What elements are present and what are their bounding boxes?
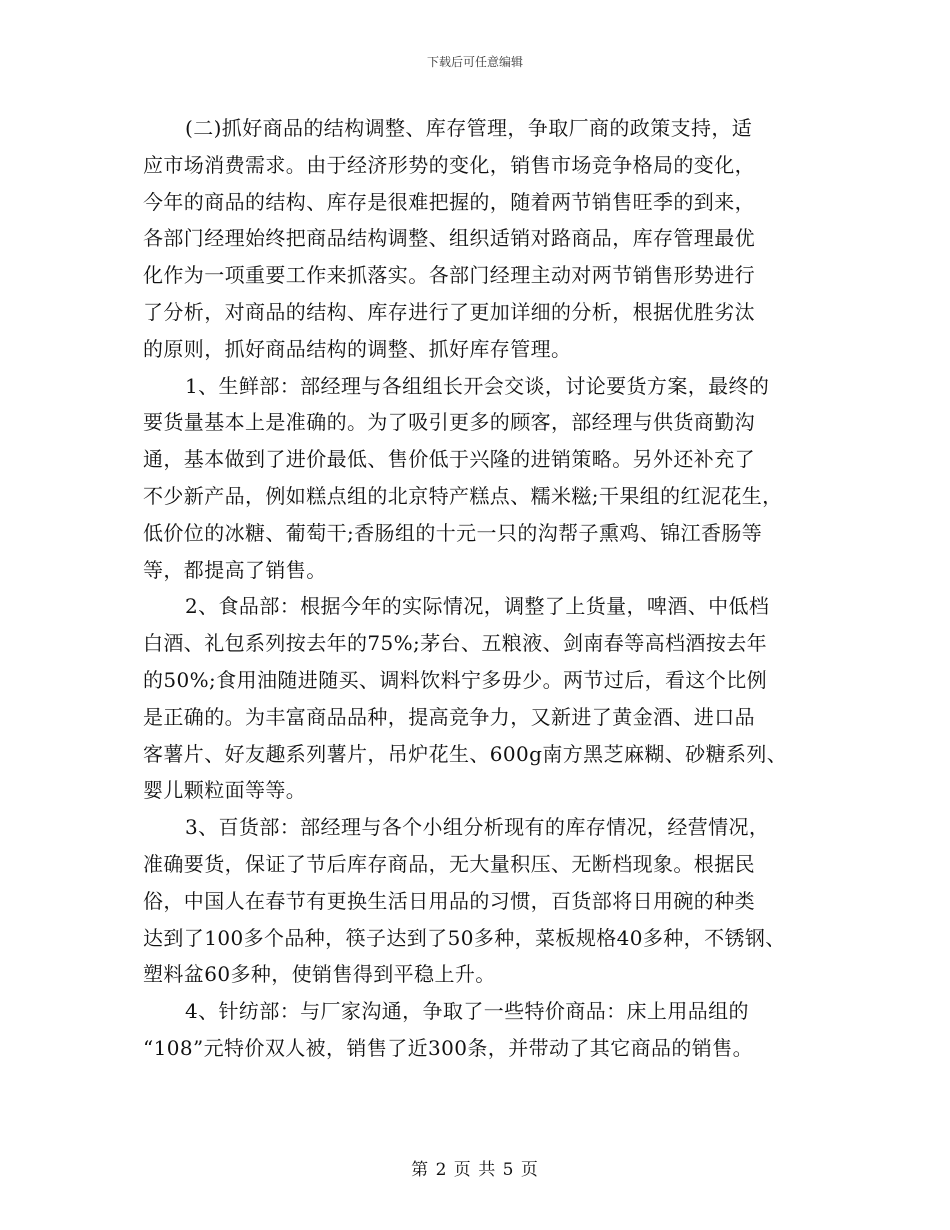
text-line: 4、针纺部：与厂家沟通，争取了一些特价商品：床上用品组的 bbox=[185, 999, 749, 1024]
paragraph-fresh-department bbox=[143, 368, 833, 589]
text-line: 了分析，对商品的结构、库存进行了更加详细的分析，根据优胜劣汰 bbox=[143, 299, 755, 324]
text-line: (二)抓好商品的结构调整、库存管理，争取厂商的政策支持，适 bbox=[185, 116, 753, 140]
text-line: 今年的商品的结构、库存是很难把握的，随着两节销售旺季的到来， bbox=[143, 189, 755, 214]
page-number-footer: 第 2 页 共 5 页 bbox=[411, 1160, 539, 1180]
text-line: 达到了100多个品种，筷子达到了50多种，菜板规格40多种，不锈钢、 bbox=[143, 925, 786, 950]
text-line: 要货量基本上是准确的。为了吸引更多的顾客，部经理与供货商勤沟 bbox=[143, 410, 755, 435]
text-line: 等，都提高了销售。 bbox=[143, 557, 327, 582]
paragraph-food-department bbox=[143, 588, 833, 809]
text-line: 塑料盆60多种，使销售得到平稳上升。 bbox=[143, 962, 496, 987]
text-line: 化作为一项重要工作来抓落实。各部门经理主动对两节销售形势进行 bbox=[143, 263, 755, 288]
text-line: 的50%;食用油随进随买、调料饮料宁多毋少。两节过后，看这个比例 bbox=[143, 667, 767, 692]
text-line: 2、食品部：根据今年的实际情况，调整了上货量，啤酒、中低档 bbox=[185, 594, 770, 619]
text-line: 低价位的冰糖、葡萄干;香肠组的十元一只的沟帮子熏鸡、锦江香肠等 bbox=[143, 520, 763, 545]
text-line: 各部门经理始终把商品结构调整、组织适销对路商品，库存管理最优 bbox=[143, 226, 755, 251]
text-line: 3、百货部：部经理与各个小组分析现有的库存情况，经营情况， bbox=[185, 815, 770, 840]
paragraph-textile-department bbox=[143, 993, 833, 1067]
text-line: 准确要货，保证了节后库存商品，无大量积压、无断档现象。根据民 bbox=[143, 851, 755, 876]
page-header-note: 下载后可任意编辑 bbox=[426, 55, 523, 69]
text-line: 俗，中国人在春节有更换生活日用品的习惯，百货部将日用碗的种类 bbox=[143, 888, 755, 913]
text-line: 的原则，抓好商品结构的调整、抓好库存管理。 bbox=[143, 336, 572, 361]
document-body bbox=[143, 110, 833, 1067]
text-line: 1、生鲜部：部经理与各组组长开会交谈，讨论要货方案，最终的 bbox=[185, 373, 770, 398]
paragraph-general-merchandise-department bbox=[143, 809, 833, 993]
text-line: “108”元特价双人被，销售了近300条，并带动了其它商品的销售。 bbox=[143, 1035, 753, 1060]
paragraph-structure-adjustment bbox=[143, 110, 833, 368]
text-line: 不少新产品，例如糕点组的北京特产糕点、糯米糍;干果组的红泥花生， bbox=[143, 483, 783, 508]
text-line: 白酒、礼包系列按去年的75%;茅台、五粮液、剑南春等高档酒按去年 bbox=[143, 631, 767, 656]
text-line: 客薯片、好友趣系列薯片，吊炉花生、600g南方黑芝麻糊、砂糖系列、 bbox=[143, 741, 788, 766]
text-line: 是正确的。为丰富商品品种，提高竞争力，又新进了黄金酒、进口品 bbox=[143, 704, 755, 729]
text-line: 通，基本做到了进价最低、售价低于兴隆的进销策略。另外还补充了 bbox=[143, 447, 755, 472]
text-line: 应市场消费需求。由于经济形势的变化，销售市场竞争格局的变化， bbox=[143, 152, 755, 177]
text-line: 婴儿颗粒面等等。 bbox=[143, 778, 307, 803]
